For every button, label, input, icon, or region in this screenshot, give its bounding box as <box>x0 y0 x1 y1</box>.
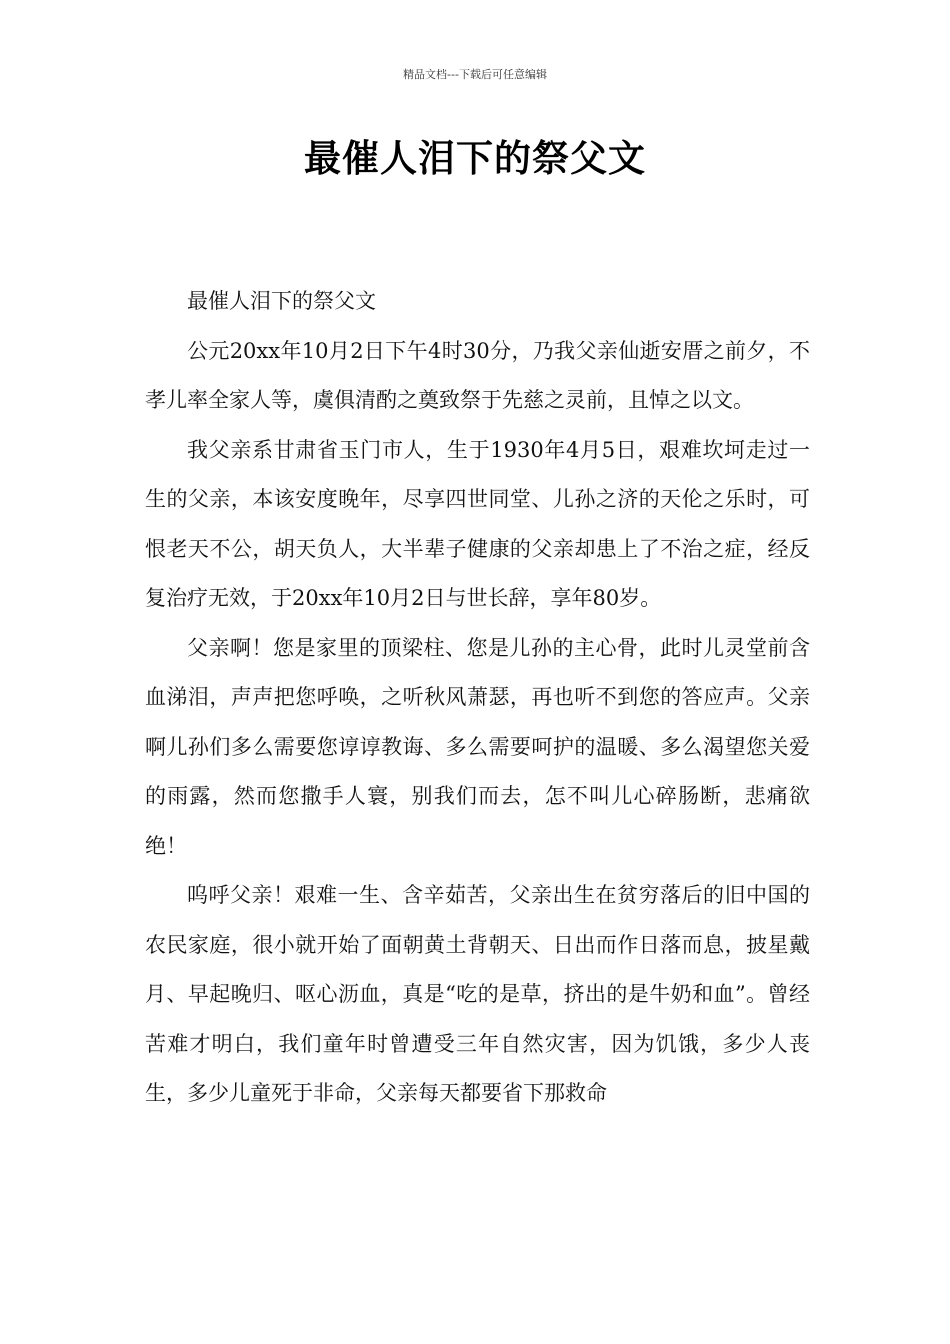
body-paragraph: 我父亲系甘肃省玉门市人，生于1930年4月5日，艰难坎坷走过一生的父亲，本该安度晚年，尽享四世同堂、儿孙之济的天伦之乐时，可恨老天不公，胡天负人，大半辈子健康的父亲却患上了不治之症，经反复治疗无效，于20xx年10月2日与世长辞，享年80岁。 <box>145 437 810 610</box>
body-paragraph: 呜呼父亲！艰难一生、含辛茹苦，父亲出生在贫穷落后的旧中国的农民家庭，很小就开始了面朝黄土背朝天、日出而作日落而息，披星戴月、早起晚归、呕心沥血，真是“吃的是草，挤出的是牛奶和血”。曾经苦难才明白，我们童年时曾遭受三年自然灾害，因为饥饿，多少人丧生，多少儿童死于非命，父亲每天都要省下那救命 <box>145 883 810 1105</box>
header-note: 精品文档---下载后可任意编辑 <box>403 68 547 81</box>
document-body <box>145 277 810 1119</box>
body-paragraph: 父亲啊！您是家里的顶梁柱、您是儿孙的主心骨，此时儿灵堂前含血涕泪，声声把您呼唤，之听秋风萧瑟，再也听不到您的答应声。父亲啊儿孙们多么需要您谆谆教诲、多么需要呵护的温暖、多么渴望您关爱的雨露，然而您撒手人寰，别我们而去，怎不叫儿心碎肠断，悲痛欲绝！ <box>145 635 810 858</box>
body-paragraph-subtitle: 最催人泪下的祭父文 <box>187 289 376 313</box>
body-paragraph: 公元20xx年10月2日下午4时30分，乃我父亲仙逝安厝之前夕，不孝儿率全家人等，虞俱清酌之奠致祭于先慈之灵前，且悼之以文。 <box>145 338 810 412</box>
document-title: 最催人泪下的祭父文 <box>304 137 646 180</box>
